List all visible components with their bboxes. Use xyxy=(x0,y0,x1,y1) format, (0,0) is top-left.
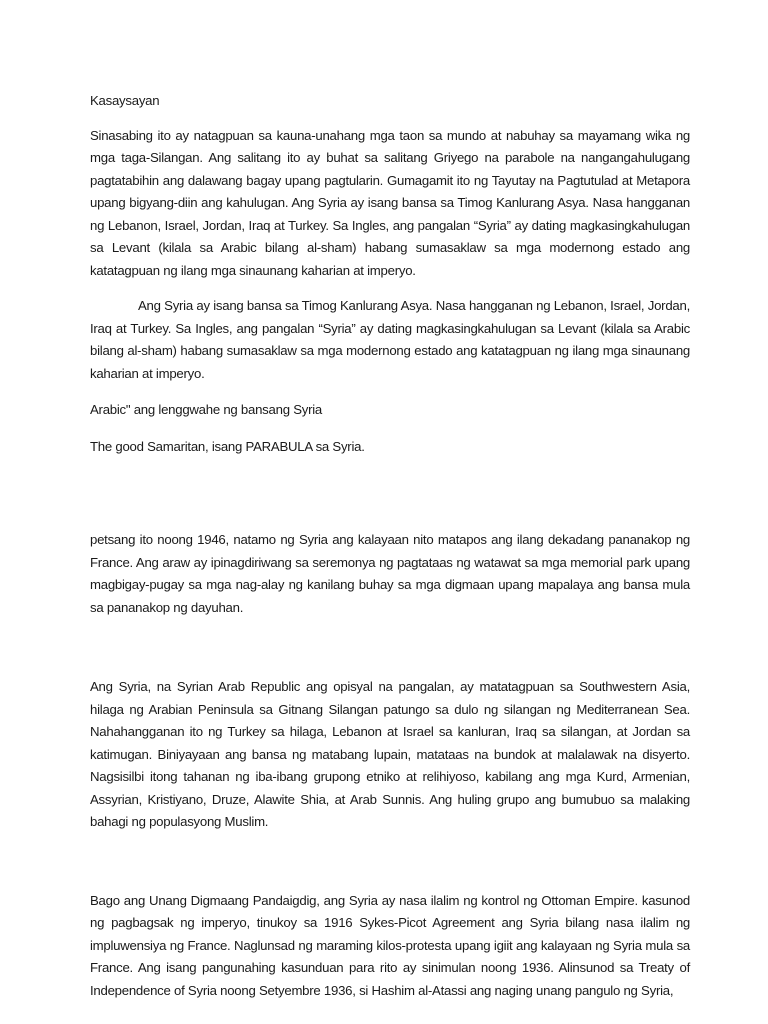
blank-space xyxy=(90,834,690,890)
blank-space xyxy=(90,619,690,676)
paragraph-syria-geography: Ang Syria, na Syrian Arab Republic ang opisyal na pangalan, ay matatagpuan sa Southwestern Asia, hilaga ng Arabian Peninsula sa Gitnang Silangan patungo sa dulo ng silangan ng Mediterranean Sea. Nahahangganan ito ng Turkey sa hilaga, Lebanon at Israel sa kanluran, Iraq sa silangan, at Jordan sa katimugan. Biniyayaan ang bansa ng matabang lupain, matataas na bundok at malalawak na disyerto. Nagsisilbi itong tahanan ng iba-ibang grupong etniko at relihiyoso, kabilang ang mga Kurd, Armenian, Assyrian, Kristiyano, Druze, Alawite Shia, at Arab Sunnis. Ang huling grupo ang bumubuo sa malaking bahagi ng populasyong Muslim. xyxy=(90,679,690,829)
paragraph-parabola-origin: Sinasabing ito ay natagpuan sa kauna-unahang mga taon sa mundo at nabuhay sa mayamang wika ng mga taga-Silangan. Ang salitang ito ay buhat sa salitang Griyego na parabole na nangangahulugang pagtatabihin ang dalawang bagay upang pagtularin. Gumagamit ito ng Tayutay na Pagtutulad at Metapora upang bigyang-diin ang kahulugan. Ang Syria ay isang bansa sa Timog Kanlurang Asya. Nasa hangganan ng Lebanon, Israel, Jordan, Iraq at Turkey. Sa Ingles, ang pangalan “Syria” ay dating magkasingkahulugan sa Levant (kilala sa Arabic bilang al-sham) habang sumasaklaw sa mga modernong estado ang katatagpuan ng ilang mga sinaunang kaharian at imperyo. xyxy=(90,127,690,278)
document-title: Kasaysayan xyxy=(90,93,160,108)
document-page xyxy=(90,90,690,1002)
paragraph-syria-history: Bago ang Unang Digmaang Pandaigdig, ang Syria ay nasa ilalim ng kontrol ng Ottoman Empire. kasunod ng pagbagsak ng imperyo, tinukoy sa 1916 Sykes-Picot Agreement ang Syria bilang nasa ilalim ng impluwensiya ng France. Naglunsad ng maraming kilos-protesta upang igiit ang kalayaan ng Syria mula sa France. Ang isang pangunahing kasunduan para rito ay sinimulan noong 1936. Alinsunod sa Treaty of Independence of Syria noong Setyembre 1936, si Hashim al-Atassi ang naging unang pangulo ng Syria, xyxy=(90,892,690,998)
blank-space xyxy=(90,458,690,529)
paragraph-syria-borders: Ang Syria ay isang bansa sa Timog Kanlurang Asya. Nasa hangganan ng Lebanon, Israel, Jordan, Iraq at Turkey. Sa Ingles, ang pangalan “Syria” ay dating magkasingkahulugan sa Levant (kilala sa Arabic bilang al-sham) habang sumasaklaw sa mga modernong estado ang katatagpuan ng ilang mga sinaunang kaharian at imperyo. xyxy=(90,298,690,381)
paragraph-syria-language: Arabic" ang lenggwahe ng bansang Syria xyxy=(90,402,322,417)
paragraph-independence-1946: petsang ito noong 1946, natamo ng Syria ang kalayaan nito matapos ang ilang dekadang pananakop ng France. Ang araw ay ipinagdiriwang sa seremonya ng pagtataas ng watawat sa mga memorial park upang magbigay-pugay sa mga nag-alay ng kanilang buhay sa mga digmaan upang mapalaya ang bansa mula sa pananakop ng dayuhan. xyxy=(90,532,690,615)
paragraph-good-samaritan: The good Samaritan, isang PARABULA sa Syria. xyxy=(90,438,365,454)
